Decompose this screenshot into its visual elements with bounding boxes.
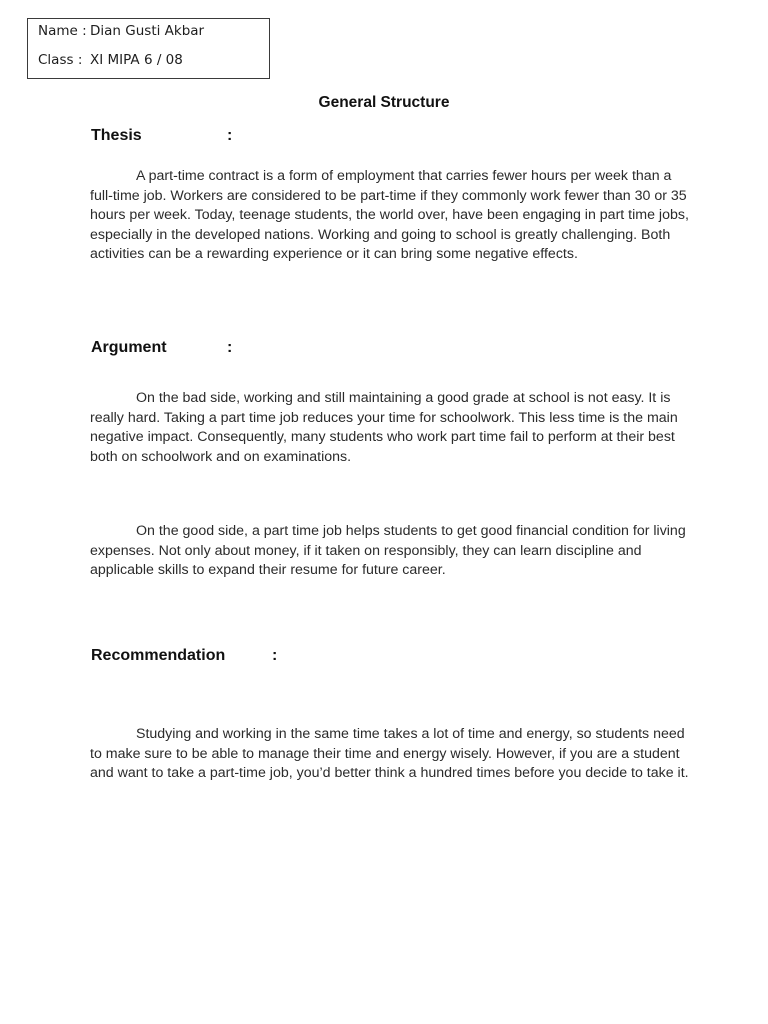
argument-paragraph-1: On the bad side, working and still maintaining a good grade at school is not easy. It is really hard. Taking a part time job reduces your time for schoolwork. This less time is the main negative impact. Consequently, many students who work part time fail to perform at their best both on schoolwork and on examinations. — [90, 390, 678, 465]
argument-heading-colon: : — [227, 339, 233, 356]
recommendation-heading-colon: : — [272, 647, 278, 664]
name-label: Name : — [38, 23, 87, 39]
recommendation-heading — [91, 647, 278, 665]
identity-box — [27, 18, 270, 79]
class-label: Class : — [38, 52, 83, 68]
name-value: Dian Gusti Akbar — [90, 23, 205, 39]
argument-heading-text: Argument — [91, 339, 167, 356]
argument-paragraph-2: On the good side, a part time job helps students to get good financial condition for living expenses. Not only about money, if it taken on responsibly, they can learn discipline and applicable skills to expand their resume for future career. — [90, 523, 686, 579]
thesis-paragraph: A part-time contract is a form of employment that carries fewer hours per week than a full-time job. Workers are considered to be part-time if they commonly work fewer than 30 or 35 hours per week. Today, teenage students, the world over, have been engaging in part time jobs, especially in the developed nations. Working and going to school is greatly challenging. Both activities can be a rewarding experience or it can bring some negative effects. — [90, 168, 689, 263]
recommendation-heading-text: Recommendation — [91, 647, 226, 664]
argument-heading — [91, 339, 233, 357]
document-title: General Structure — [318, 94, 450, 111]
class-row — [38, 52, 183, 68]
class-value: XI MIPA 6 / 08 — [90, 52, 183, 68]
thesis-heading-colon: : — [227, 127, 233, 144]
thesis-heading-text: Thesis — [91, 127, 142, 144]
thesis-heading — [91, 127, 233, 145]
recommendation-paragraph: Studying and working in the same time takes a lot of time and energy, so students need to make sure to be able to manage their time and energy wisely. However, if you are a student and want to take a part-time job, you’d better think a hundred times before you decide to take it. — [90, 726, 689, 782]
name-row — [38, 23, 204, 39]
